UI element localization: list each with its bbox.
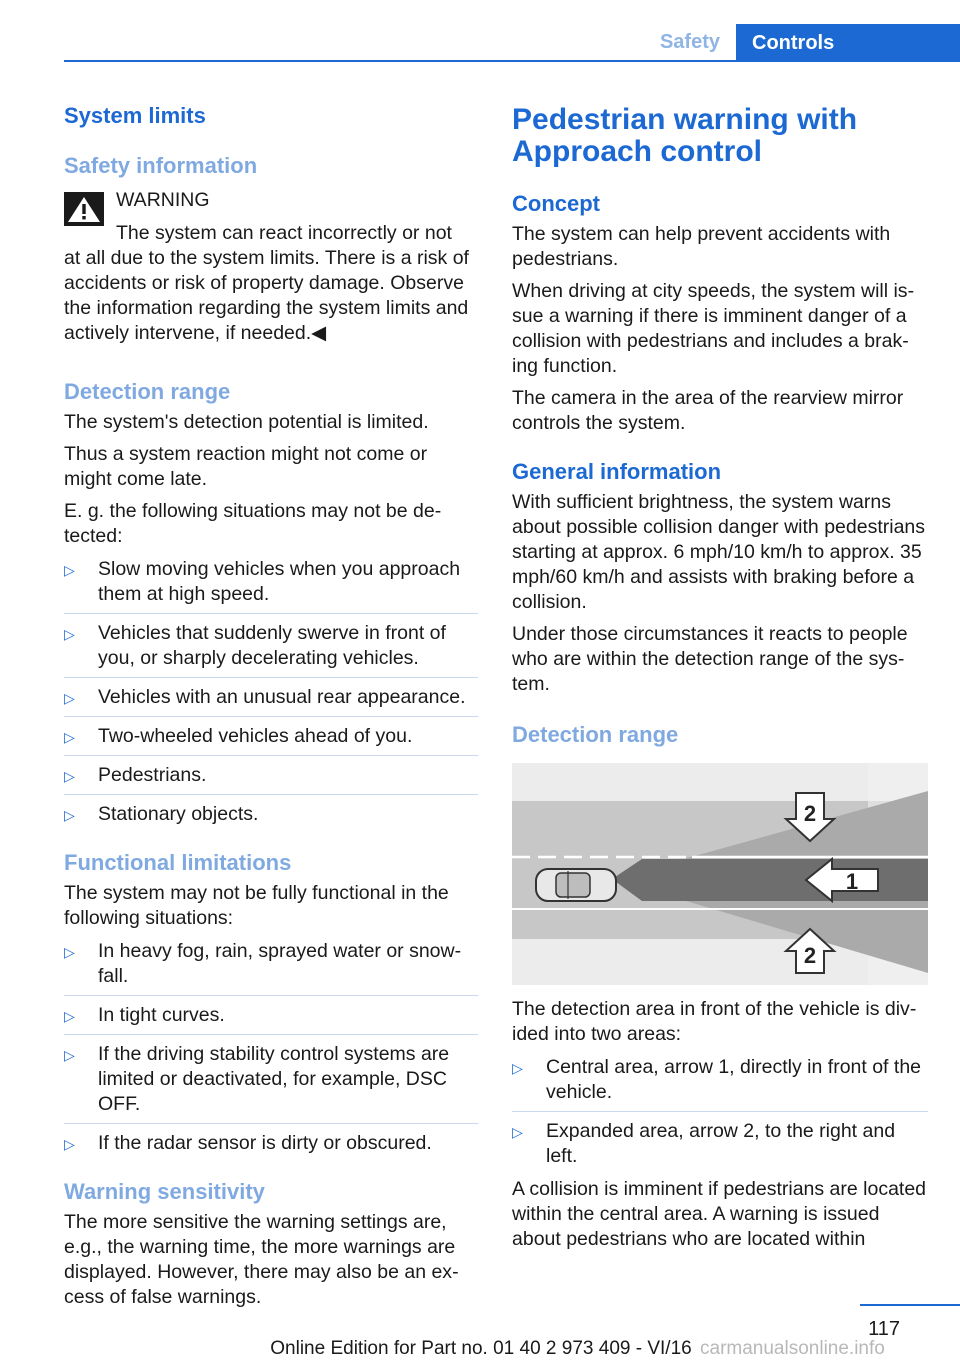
header-tab-controls[interactable]: Controls bbox=[736, 24, 960, 62]
list-item: ▷ Central area, arrow 1, directly in front of the vehicle. bbox=[512, 1055, 928, 1112]
header-tab-safety[interactable]: Safety bbox=[659, 31, 720, 53]
page-title: Pedestrian warning with Approach control bbox=[512, 103, 858, 168]
list-item: ▷ Vehicles that suddenly swerve in front of you, or sharply decelerating vehicles. bbox=[64, 621, 478, 678]
warning-title: WARNING bbox=[116, 189, 210, 211]
collision-paragraph: A collision is imminent if pedestrians are located within the central area. A warning is issued about pedestrians who are located within bbox=[512, 1178, 927, 1250]
triangle-bullet-icon: ▷ bbox=[64, 562, 75, 578]
detection-range-figure bbox=[512, 763, 928, 985]
triangle-bullet-icon: ▷ bbox=[64, 1008, 75, 1024]
header-rule bbox=[64, 60, 960, 62]
sensitivity-paragraph: The more sensitive the warning settings are, e.g., the warning time, the more warnings are displayed. However, there may also be an excess of false warnings. bbox=[64, 1211, 459, 1308]
detection-paragraph-2: Thus a system reaction might not come or might come late. bbox=[64, 443, 428, 490]
right-column bbox=[512, 100, 928, 1252]
system-limits-heading: System limits bbox=[64, 103, 206, 128]
detection-area-paragraph: The detection area in front of the vehicle is divided into two areas: bbox=[512, 998, 917, 1045]
functional-paragraph: The system may not be fully functional in the following situations: bbox=[64, 882, 449, 929]
concept-heading: Concept bbox=[512, 191, 600, 216]
general-information-heading: General information bbox=[512, 459, 722, 484]
triangle-bullet-icon: ▷ bbox=[64, 944, 75, 960]
detection-paragraph-1: The system's detection potential is limited. bbox=[64, 411, 429, 433]
footer-rule bbox=[860, 1304, 960, 1306]
detection-list bbox=[64, 557, 478, 833]
triangle-bullet-icon: ▷ bbox=[512, 1060, 523, 1076]
triangle-bullet-icon: ▷ bbox=[64, 690, 75, 706]
warning-text: at all due to the system limits. There is a risk of accidents or risk of property damage. Observe the information regarding the system limits and actively intervene, if needed.◀ bbox=[64, 247, 469, 344]
triangle-bullet-icon: ▷ bbox=[64, 768, 75, 784]
list-item: ▷ Two-wheeled vehicles ahead of you. bbox=[64, 724, 478, 756]
concept-paragraph-1: The system can help prevent accidents with pedestrians. bbox=[512, 223, 891, 270]
watermark: carmanualsonline.info bbox=[700, 1338, 885, 1359]
arrow-2-top-label: 2 bbox=[803, 801, 817, 826]
area-list bbox=[512, 1055, 928, 1175]
page-number: 117 bbox=[868, 1318, 900, 1340]
central-detection-area bbox=[612, 859, 928, 901]
list-item: ▷ Stationary objects. bbox=[64, 802, 478, 833]
general-paragraph-1: With sufficient brightness, the system warns about possible collision danger with pedestrians starting at approx. 6 mph/10 km/h to approx. 35 mph/60 km/h and assists with braking before a collision. bbox=[512, 491, 926, 613]
safety-information-heading: Safety information bbox=[64, 153, 258, 178]
triangle-bullet-icon: ▷ bbox=[64, 807, 75, 823]
triangle-bullet-icon: ▷ bbox=[64, 1136, 75, 1152]
list-item: ▷ Slow moving vehicles when you approach them at high speed. bbox=[64, 557, 478, 614]
list-item: ▷ If the driving stability control systems are limited or deactivated, for example, DSC OFF. bbox=[64, 1042, 478, 1124]
warning-triangle-icon bbox=[64, 192, 104, 226]
triangle-bullet-icon: ▷ bbox=[64, 1047, 75, 1063]
functional-list bbox=[64, 939, 478, 1162]
detection-range-diagram bbox=[512, 763, 928, 985]
list-item: ▷ Vehicles with an unusual rear appearance. bbox=[64, 685, 478, 717]
list-item: ▷ In tight curves. bbox=[64, 1003, 478, 1035]
concept-paragraph-3: The camera in the area of the rearview mirror controls the system. bbox=[512, 387, 904, 434]
triangle-bullet-icon: ▷ bbox=[64, 626, 75, 642]
triangle-bullet-icon: ▷ bbox=[512, 1124, 523, 1140]
list-item: ▷ Pedestrians. bbox=[64, 763, 478, 795]
list-item: ▷ If the radar sensor is dirty or obscured. bbox=[64, 1131, 478, 1162]
arrow-2-bottom-label: 2 bbox=[803, 943, 817, 968]
detection-range-heading-right: Detection range bbox=[512, 722, 679, 747]
warning-sensitivity-heading: Warning sensitivity bbox=[64, 1179, 265, 1204]
warning-block bbox=[64, 188, 478, 346]
general-paragraph-2: Under those circumstances it reacts to people who are within the detection range of the system. bbox=[512, 623, 908, 695]
detection-range-heading-left: Detection range bbox=[64, 379, 231, 404]
list-item: ▷ In heavy fog, rain, sprayed water or snowfall. bbox=[64, 939, 478, 996]
warning-first-line: The system can react incorrectly or not bbox=[116, 222, 452, 244]
concept-paragraph-2: When driving at city speeds, the system will issue a warning if there is imminent danger of a collision with pedestrians and includes a braking function. bbox=[512, 280, 915, 377]
car-icon bbox=[536, 869, 616, 901]
functional-limitations-heading: Functional limitations bbox=[64, 850, 292, 875]
arrow-1-label: 1 bbox=[845, 869, 859, 894]
detection-paragraph-3: E. g. the following situations may not be detected: bbox=[64, 500, 442, 547]
left-column bbox=[64, 100, 478, 1310]
triangle-bullet-icon: ▷ bbox=[64, 729, 75, 745]
edition-footer: Online Edition for Part no. 01 40 2 973 409 - VI/16 bbox=[270, 1338, 692, 1359]
list-item: ▷ Expanded area, arrow 2, to the right and left. bbox=[512, 1120, 896, 1167]
